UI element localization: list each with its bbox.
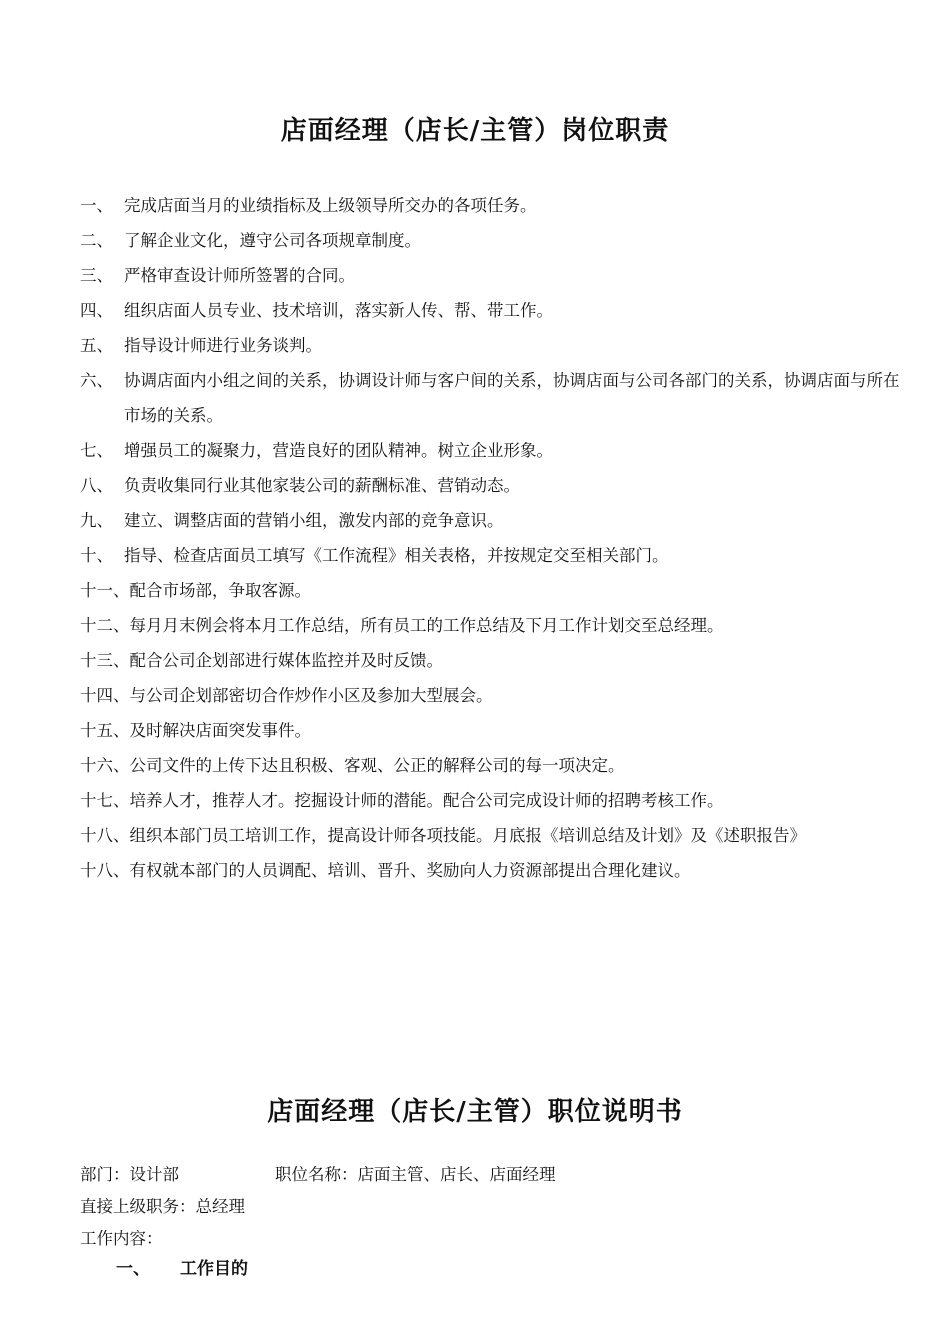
item-text: 公司文件的上传下达且积极、客观、公正的解释公司的每一项决定。 [129,756,625,775]
list-item [80,293,900,328]
item-text: 完成店面当月的业绩指标及上级领导所交办的各项任务。 [124,196,537,215]
item-text: 指导、检查店面员工填写《工作流程》相关表格，并按规定交至相关部门。 [124,546,669,565]
item-number: 十四、 [80,686,130,705]
item-text: 与公司企划部密切合作炒作小区及参加大型展会。 [129,686,493,705]
item-text: 建立、调整店面的营销小组，激发内部的竞争意识。 [124,511,504,530]
section-title: 工作目的 [180,1259,248,1279]
doc-title-duties: 店面经理（店长/主管）岗位职责 [280,116,670,146]
section-heading [116,1254,248,1279]
list-item [80,573,900,608]
item-text: 指导设计师进行业务谈判。 [124,336,322,355]
item-text: 配合市场部，争取客源。 [129,581,311,600]
item-text: 严格审查设计师所签署的合同。 [124,266,355,285]
item-text: 配合公司企划部进行媒体监控并及时反馈。 [129,651,443,670]
item-number: 十三、 [80,651,130,670]
list-item [80,223,900,258]
list-item [80,363,900,433]
item-text: 有权就本部门的人员调配、培训、晋升、奖励向人力资源部提出合理化建议。 [129,861,691,880]
item-text: 组织店面人员专业、技术培训，落实新人传、帮、带工作。 [124,301,553,320]
item-number: 六、 [80,371,113,390]
item-text: 增强员工的凝聚力，营造良好的团队精神。树立企业形象。 [124,441,553,460]
item-number: 十、 [80,546,113,565]
item-number: 十八、 [80,861,130,880]
item-number: 三、 [80,266,113,285]
item-number: 九、 [80,511,113,530]
list-item [80,748,900,783]
item-number: 十八、 [80,826,130,845]
item-text: 协调店面内小组之间的关系，协调设计师与客户间的关系，协调店面与公司各部门的关系，协调店面与所在市场的关系。 [124,371,900,425]
list-item [80,328,900,363]
item-text: 培养人才，推荐人才。挖掘设计师的潜能。配合公司完成设计师的招聘考核工作。 [129,791,724,810]
item-text: 每月月末例会将本月工作总结，所有员工的工作总结及下月工作计划交至总经理。 [129,616,724,635]
item-text: 了解企业文化，遵守公司各项规章制度。 [124,231,421,250]
list-item [80,783,900,818]
list-item [80,713,900,748]
list-item [80,538,900,573]
item-number: 一、 [80,196,113,215]
list-item [80,678,900,713]
item-number: 七、 [80,441,113,460]
superior-row: 直接上级职务：总经理 [80,1197,245,1216]
item-number: 八、 [80,476,113,495]
position-name-label: 职位名称：店面主管、店长、店面经理 [275,1165,556,1184]
item-number: 十六、 [80,756,130,775]
item-number: 十一、 [80,581,130,600]
list-item [80,818,900,853]
list-item [80,188,900,223]
item-number: 十五、 [80,721,130,740]
item-text: 及时解决店面突发事件。 [129,721,311,740]
list-item [80,258,900,293]
item-number: 二、 [80,231,113,250]
list-item [80,643,900,678]
item-number: 四、 [80,301,113,320]
list-item [80,608,900,643]
list-item [80,853,900,888]
list-item [80,503,900,538]
duties-list [80,188,900,888]
item-number: 十二、 [80,616,130,635]
item-number: 十七、 [80,791,130,810]
item-text: 负责收集同行业其他家装公司的薪酬标准、营销动态。 [124,476,520,495]
item-text: 组织本部门员工培训工作，提高设计师各项技能。月底报《培训总结及计划》及《述职报告》 [129,826,806,845]
list-item [80,468,900,503]
work-content-row: 工作内容： [80,1229,163,1248]
dept-position-row [80,1159,900,1191]
list-item [80,433,900,468]
item-number: 五、 [80,336,113,355]
section-number: 一、 [116,1259,150,1279]
dept-label: 部门：设计部 [80,1165,179,1184]
doc-title-position-description: 店面经理（店长/主管）职位说明书 [267,1097,683,1127]
position-info [80,1159,900,1255]
